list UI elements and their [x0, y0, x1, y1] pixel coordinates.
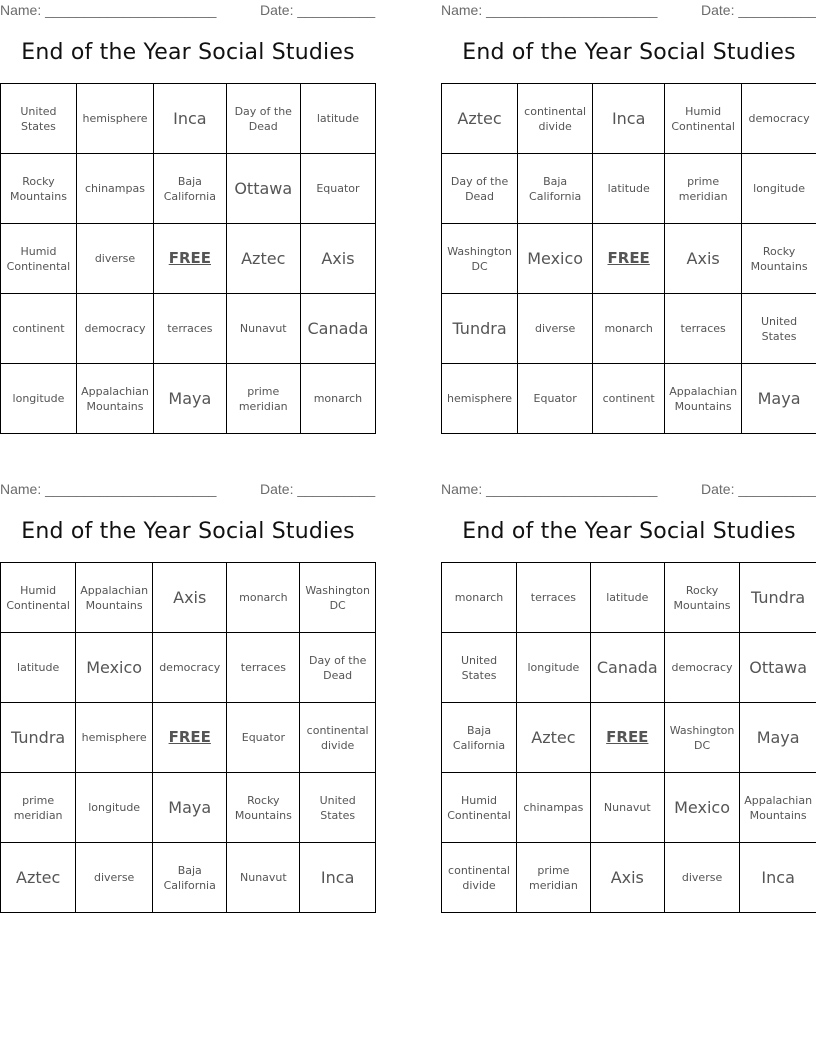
- bingo-cell[interactable]: Rocky Mountains: [664, 563, 739, 633]
- bingo-cell[interactable]: Aztec: [442, 84, 518, 154]
- bingo-cell[interactable]: Inca: [740, 843, 816, 913]
- bingo-grid: [0, 83, 376, 434]
- bingo-cell[interactable]: United States: [442, 633, 517, 703]
- bingo-grid: [441, 83, 816, 434]
- date-field[interactable]: Date: __________: [260, 2, 376, 18]
- date-field[interactable]: Date: __________: [260, 481, 376, 497]
- bingo-cell[interactable]: terraces: [517, 563, 591, 633]
- bingo-grid: [441, 562, 816, 913]
- bingo-cell[interactable]: Equator: [227, 703, 300, 773]
- bingo-cell[interactable]: diverse: [76, 843, 153, 913]
- free-space[interactable]: FREE: [154, 224, 227, 294]
- card-title: End of the Year Social Studies: [21, 40, 355, 65]
- bingo-cell[interactable]: Humid Continental: [1, 224, 77, 294]
- grid-row: [442, 224, 816, 294]
- free-space[interactable]: FREE: [593, 224, 665, 294]
- bingo-cell[interactable]: hemisphere: [442, 364, 518, 434]
- bingo-cell[interactable]: Humid Continental: [1, 563, 76, 633]
- bingo-cell[interactable]: Baja California: [518, 154, 593, 224]
- bingo-cell[interactable]: Baja California: [442, 703, 517, 773]
- grid-row: [1, 773, 376, 843]
- name-date-header: [441, 481, 816, 497]
- bingo-cell[interactable]: Humid Continental: [665, 84, 742, 154]
- bingo-cell[interactable]: Appalachian Mountains: [665, 364, 742, 434]
- bingo-cell[interactable]: democracy: [664, 633, 739, 703]
- bingo-cell[interactable]: democracy: [76, 294, 153, 364]
- bingo-cell[interactable]: hemisphere: [76, 84, 153, 154]
- bingo-cell[interactable]: Humid Continental: [442, 773, 517, 843]
- bingo-cell[interactable]: Nunavut: [226, 294, 300, 364]
- bingo-cell[interactable]: Rocky Mountains: [1, 154, 77, 224]
- bingo-cell[interactable]: terraces: [227, 633, 300, 703]
- bingo-cell[interactable]: Tundra: [1, 703, 76, 773]
- grid-row: [1, 703, 376, 773]
- bingo-cell[interactable]: Mexico: [664, 773, 739, 843]
- bingo-cell[interactable]: chinampas: [76, 154, 153, 224]
- bingo-cell[interactable]: United States: [300, 773, 376, 843]
- bingo-cell[interactable]: Inca: [300, 843, 376, 913]
- bingo-cell[interactable]: latitude: [300, 84, 375, 154]
- grid-row: [1, 364, 376, 434]
- grid-row: [1, 84, 376, 154]
- bingo-cell[interactable]: Aztec: [517, 703, 591, 773]
- grid-row: [442, 563, 816, 633]
- bingo-cell[interactable]: Maya: [742, 364, 816, 434]
- bingo-cell[interactable]: Canada: [590, 633, 664, 703]
- bingo-cell[interactable]: United States: [742, 294, 816, 364]
- grid-row: [442, 633, 816, 703]
- bingo-cell[interactable]: Mexico: [518, 224, 593, 294]
- bingo-cell[interactable]: Washington DC: [664, 703, 739, 773]
- bingo-cell[interactable]: latitude: [590, 563, 664, 633]
- grid-row: [442, 843, 816, 913]
- bingo-cell[interactable]: latitude: [1, 633, 76, 703]
- bingo-cell[interactable]: monarch: [227, 563, 300, 633]
- bingo-cell[interactable]: Baja California: [153, 843, 227, 913]
- bingo-cell[interactable]: continental divide: [442, 843, 517, 913]
- bingo-cell[interactable]: Baja California: [154, 154, 227, 224]
- bingo-cell[interactable]: Day of the Dead: [300, 633, 376, 703]
- bingo-cell[interactable]: prime meridian: [665, 154, 742, 224]
- grid-row: [442, 154, 816, 224]
- bingo-cell[interactable]: diverse: [76, 224, 153, 294]
- bingo-cell[interactable]: longitude: [76, 773, 153, 843]
- bingo-cell[interactable]: longitude: [742, 154, 816, 224]
- bingo-cell[interactable]: continent: [1, 294, 77, 364]
- grid-row: [442, 703, 816, 773]
- bingo-cell[interactable]: monarch: [593, 294, 665, 364]
- bingo-cell[interactable]: Axis: [590, 843, 664, 913]
- bingo-cell[interactable]: Maya: [740, 703, 816, 773]
- bingo-cell[interactable]: continental divide: [300, 703, 376, 773]
- grid-row: [1, 224, 376, 294]
- date-field[interactable]: Date: __________: [701, 481, 816, 497]
- name-field[interactable]: Name: ______________________: [441, 481, 658, 497]
- card-title: End of the Year Social Studies: [21, 519, 355, 544]
- bingo-cell[interactable]: Inca: [154, 84, 227, 154]
- bingo-cell[interactable]: Rocky Mountains: [227, 773, 300, 843]
- bingo-grid: [0, 562, 376, 913]
- bingo-cell[interactable]: Ottawa: [740, 633, 816, 703]
- name-field[interactable]: Name: ______________________: [441, 2, 658, 18]
- date-field[interactable]: Date: __________: [701, 2, 816, 18]
- bingo-cell[interactable]: democracy: [742, 84, 816, 154]
- bingo-cell[interactable]: Washington DC: [442, 224, 518, 294]
- card-title: End of the Year Social Studies: [462, 519, 796, 544]
- bingo-cell[interactable]: United States: [1, 84, 77, 154]
- grid-row: [1, 633, 376, 703]
- bingo-cell[interactable]: Canada: [300, 294, 375, 364]
- bingo-cell[interactable]: Maya: [154, 364, 227, 434]
- name-field[interactable]: Name: ______________________: [0, 481, 217, 497]
- bingo-cell[interactable]: diverse: [518, 294, 593, 364]
- bingo-cell[interactable]: Mexico: [76, 633, 153, 703]
- free-space[interactable]: FREE: [153, 703, 227, 773]
- bingo-cell[interactable]: diverse: [664, 843, 739, 913]
- grid-row: [1, 563, 376, 633]
- bingo-cell[interactable]: continental divide: [518, 84, 593, 154]
- bingo-cell[interactable]: terraces: [665, 294, 742, 364]
- bingo-cell[interactable]: Washington DC: [300, 563, 376, 633]
- bingo-cell[interactable]: terraces: [154, 294, 227, 364]
- bingo-cell[interactable]: Nunavut: [590, 773, 664, 843]
- grid-row: [442, 294, 816, 364]
- grid-row: [442, 84, 816, 154]
- bingo-cell[interactable]: Appalachian Mountains: [76, 364, 153, 434]
- bingo-cell[interactable]: longitude: [517, 633, 591, 703]
- bingo-cell[interactable]: Rocky Mountains: [742, 224, 816, 294]
- bingo-cell[interactable]: Appalachian Mountains: [740, 773, 816, 843]
- bingo-cell[interactable]: Maya: [153, 773, 227, 843]
- bingo-cell[interactable]: prime meridian: [226, 364, 300, 434]
- name-field[interactable]: Name: ______________________: [0, 2, 217, 18]
- bingo-cell[interactable]: Appalachian Mountains: [76, 563, 153, 633]
- bingo-cell[interactable]: Day of the Dead: [442, 154, 518, 224]
- grid-row: [1, 294, 376, 364]
- bingo-cell[interactable]: Aztec: [1, 843, 76, 913]
- bingo-cell[interactable]: Day of the Dead: [226, 84, 300, 154]
- grid-row: [442, 364, 816, 434]
- bingo-cell[interactable]: Equator: [300, 154, 375, 224]
- free-space[interactable]: FREE: [590, 703, 664, 773]
- name-date-header: [0, 2, 376, 18]
- bingo-cell[interactable]: democracy: [153, 633, 227, 703]
- grid-row: [1, 843, 376, 913]
- bingo-cell[interactable]: Tundra: [740, 563, 816, 633]
- bingo-cell[interactable]: monarch: [442, 563, 517, 633]
- bingo-cell[interactable]: Ottawa: [226, 154, 300, 224]
- card-title: End of the Year Social Studies: [462, 40, 796, 65]
- grid-row: [1, 154, 376, 224]
- bingo-cell[interactable]: prime meridian: [1, 773, 76, 843]
- name-date-header: [0, 481, 376, 497]
- bingo-cell[interactable]: latitude: [593, 154, 665, 224]
- bingo-cell[interactable]: Axis: [300, 224, 375, 294]
- bingo-cell[interactable]: Aztec: [226, 224, 300, 294]
- bingo-cell[interactable]: hemisphere: [76, 703, 153, 773]
- bingo-cell[interactable]: chinampas: [517, 773, 591, 843]
- bingo-cell[interactable]: Tundra: [442, 294, 518, 364]
- bingo-cell[interactable]: longitude: [1, 364, 77, 434]
- name-date-header: [441, 2, 816, 18]
- grid-row: [442, 773, 816, 843]
- bingo-cell[interactable]: prime meridian: [517, 843, 591, 913]
- bingo-cell[interactable]: Equator: [518, 364, 593, 434]
- bingo-cell[interactable]: Axis: [665, 224, 742, 294]
- bingo-cell[interactable]: Axis: [153, 563, 227, 633]
- bingo-cell[interactable]: Inca: [593, 84, 665, 154]
- bingo-cell[interactable]: monarch: [300, 364, 375, 434]
- bingo-cell[interactable]: Nunavut: [227, 843, 300, 913]
- bingo-cell[interactable]: continent: [593, 364, 665, 434]
